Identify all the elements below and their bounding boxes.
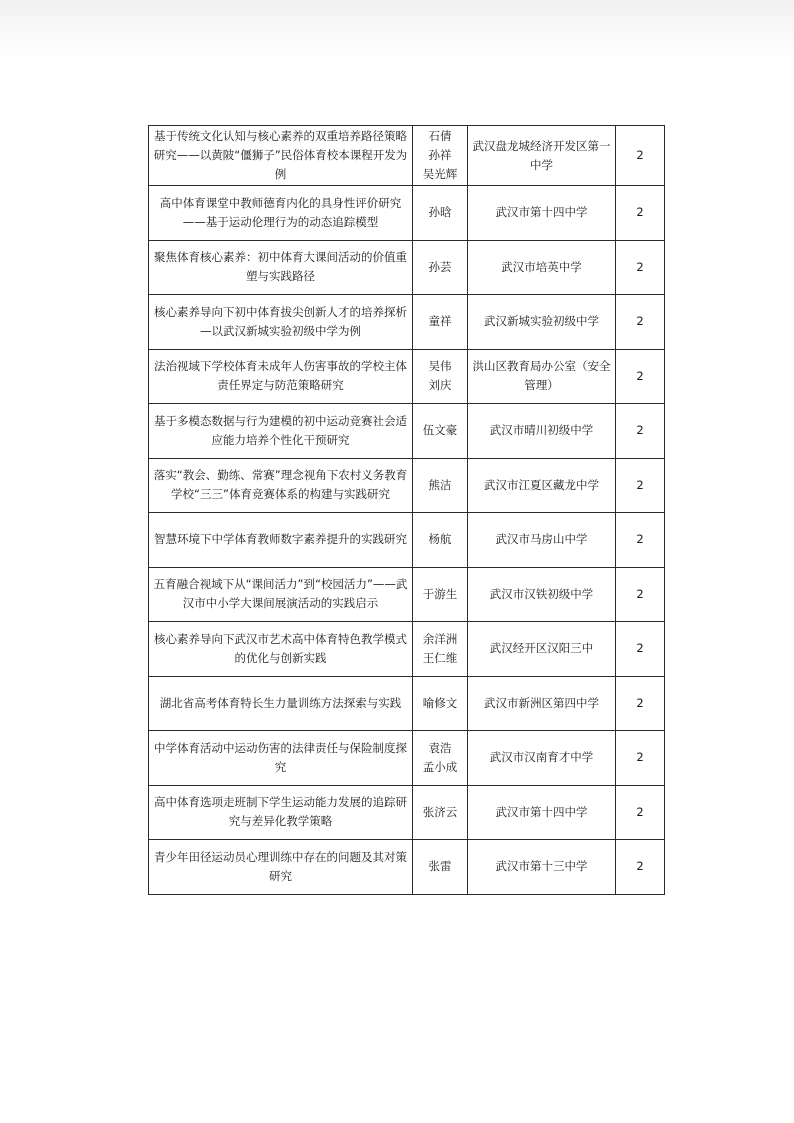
count-cell: 2: [616, 731, 665, 786]
organization-cell: 武汉经开区汉阳三中: [468, 622, 616, 677]
organization-cell: 武汉市江夏区藏龙中学: [468, 458, 616, 513]
author-cell: 余洋洲 王仁维: [413, 622, 468, 677]
table-row: [149, 404, 665, 459]
author-cell: 张济云: [413, 785, 468, 840]
author-cell: 于游生: [413, 567, 468, 622]
author-cell: 伍文豪: [413, 404, 468, 459]
author-cell: 童祥: [413, 295, 468, 350]
table-row: [149, 731, 665, 786]
table-row: [149, 349, 665, 404]
count-cell: 2: [616, 458, 665, 513]
table-row: [149, 513, 665, 568]
count-cell: 2: [616, 513, 665, 568]
organization-cell: 武汉市汉南育才中学: [468, 731, 616, 786]
author-cell: 熊洁: [413, 458, 468, 513]
table-row: [149, 785, 665, 840]
author-cell: 张雷: [413, 840, 468, 895]
count-cell: 2: [616, 840, 665, 895]
count-cell: 2: [616, 126, 665, 186]
project-title-cell: 法治视域下学校体育未成年人伤害事故的学校主体责任界定与防范策略研究: [149, 349, 413, 404]
project-title-cell: 湖北省高考体育特长生力量训练方法探索与实践: [149, 676, 413, 731]
author-cell: 石倩 孙祥 吴光辉: [413, 126, 468, 186]
organization-cell: 武汉市晴川初级中学: [468, 404, 616, 459]
project-table: [148, 125, 665, 895]
count-cell: 2: [616, 785, 665, 840]
organization-cell: 武汉盘龙城经济开发区第一中学: [468, 126, 616, 186]
project-title-cell: 高中体育选项走班制下学生运动能力发展的追踪研究与差异化教学策略: [149, 785, 413, 840]
count-cell: 2: [616, 676, 665, 731]
count-cell: 2: [616, 240, 665, 295]
author-cell: 杨航: [413, 513, 468, 568]
project-table-body: [149, 126, 665, 895]
author-cell: 孙芸: [413, 240, 468, 295]
project-title-cell: 五育融合视域下从“课间活力”到“校园活力”——武汉市中小学大课间展演活动的实践启示: [149, 567, 413, 622]
project-title-cell: 基于多模态数据与行为建模的初中运动竞赛社会适应能力培养个性化干预研究: [149, 404, 413, 459]
table-row: [149, 295, 665, 350]
organization-cell: 洪山区教育局办公室（安全管理）: [468, 349, 616, 404]
project-title-cell: 基于传统文化认知与核心素养的双重培养路径策略研究——以黄陂“僵狮子”民俗体育校本课程开发为例: [149, 126, 413, 186]
project-title-cell: 智慧环境下中学体育教师数字素养提升的实践研究: [149, 513, 413, 568]
author-cell: 袁浩 孟小成: [413, 731, 468, 786]
table-row: [149, 676, 665, 731]
organization-cell: 武汉市第十四中学: [468, 186, 616, 241]
author-cell: 吴伟 刘庆: [413, 349, 468, 404]
project-title-cell: 落实“教会、勤练、常赛”理念视角下农村义务教育学校“三三”体育竞赛体系的构建与实践研究: [149, 458, 413, 513]
project-title-cell: 高中体育课堂中教师德育内化的具身性评价研究——基于运动伦理行为的动态追踪模型: [149, 186, 413, 241]
organization-cell: 武汉新城实验初级中学: [468, 295, 616, 350]
organization-cell: 武汉市第十三中学: [468, 840, 616, 895]
table-row: [149, 622, 665, 677]
project-title-cell: 核心素养导向下武汉市艺术高中体育特色教学模式的优化与创新实践: [149, 622, 413, 677]
organization-cell: 武汉市汉铁初级中学: [468, 567, 616, 622]
table-row: [149, 567, 665, 622]
count-cell: 2: [616, 186, 665, 241]
organization-cell: 武汉市新洲区第四中学: [468, 676, 616, 731]
table-row: [149, 840, 665, 895]
count-cell: 2: [616, 349, 665, 404]
table-row: [149, 458, 665, 513]
project-title-cell: 青少年田径运动员心理训练中存在的问题及其对策研究: [149, 840, 413, 895]
author-cell: 孙晗: [413, 186, 468, 241]
project-title-cell: 核心素养导向下初中体育拔尖创新人才的培养探析—以武汉新城实验初级中学为例: [149, 295, 413, 350]
count-cell: 2: [616, 622, 665, 677]
count-cell: 2: [616, 404, 665, 459]
organization-cell: 武汉市培英中学: [468, 240, 616, 295]
count-cell: 2: [616, 295, 665, 350]
count-cell: 2: [616, 567, 665, 622]
project-title-cell: 聚焦体育核心素养：初中体育大课间活动的价值重塑与实践路径: [149, 240, 413, 295]
author-cell: 喻修文: [413, 676, 468, 731]
project-title-cell: 中学体育活动中运动伤害的法律责任与保险制度探究: [149, 731, 413, 786]
table-row: [149, 126, 665, 186]
table-row: [149, 240, 665, 295]
organization-cell: 武汉市第十四中学: [468, 785, 616, 840]
organization-cell: 武汉市马房山中学: [468, 513, 616, 568]
table-row: [149, 186, 665, 241]
